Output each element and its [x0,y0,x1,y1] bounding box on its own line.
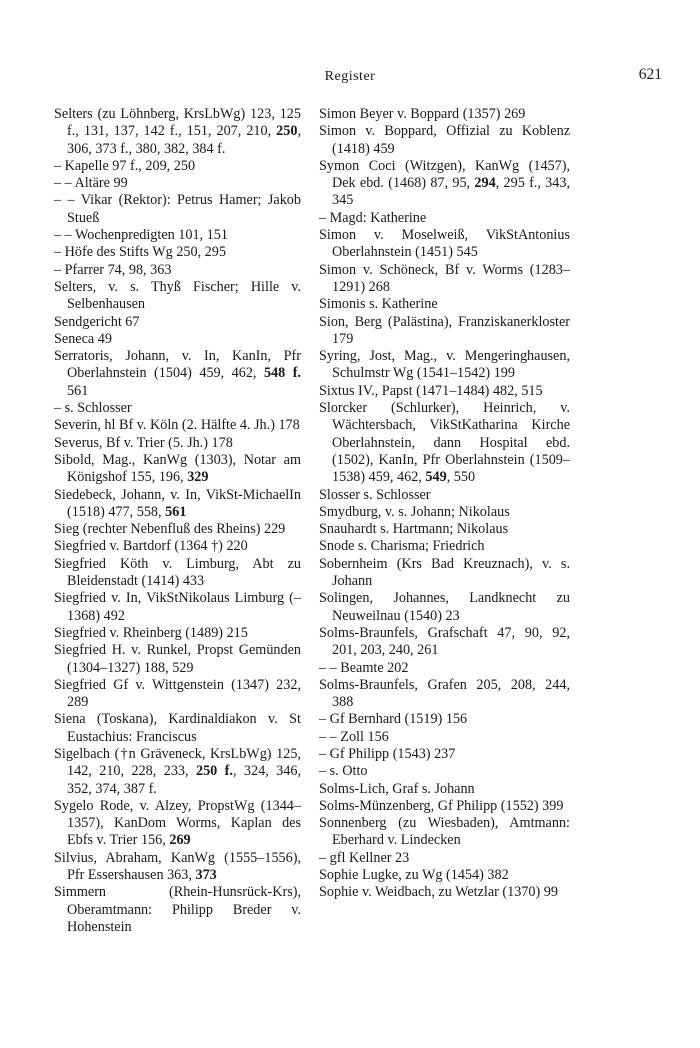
index-entry: Slosser s. Schlosser [319,486,431,503]
index-entry: Snauhardt s. Hartmann; Nikolaus [319,521,509,538]
index-entry: Severus, Bf v. Trier (5. Jh.) 178 [54,434,233,451]
index-entry: – – Vikar (Rektor): Petrus Hamer; Jakob Stueß [54,192,301,226]
index-entry: Symon Coci (Witzgen), KanWg (1457), Dek ebd. (1468) 87, 95, 294, 295 f., 343, 345 [319,157,570,209]
index-entry: Siegfried H. v. Runkel, Propst Gemünden (1304–1327) 188, 529 [54,642,301,676]
index-entry: – Gf Philipp (1543) 237 [319,745,456,762]
index-entry: Seneca 49 [54,330,112,347]
index-entry: – gfl Kellner 23 [319,849,410,866]
index-entry: Syring, Jost, Mag., v. Mengeringhausen, Schulmstr Wg (1541–1542) 199 [319,348,570,382]
index-entry: Sygelo Rode, v. Alzey, PropstWg (1344–1357), KanDom Worms, Kaplan des Ebfs v. Trier 156, 269 [54,797,301,849]
index-entry: Sophie v. Weidbach, zu Wetzlar (1370) 99 [319,884,558,901]
index-entry: Simmern (Rhein-Hunsrück-Krs), Oberamtmann: Philipp Breder v. Hohenstein [54,884,301,935]
index-entry: Silvius, Abraham, KanWg (1555–1556), Pfr Essershausen 363, 373 [54,849,301,884]
index-entry: Siegfried v. In, VikStNikolaus Limburg (–1368) 492 [54,590,301,624]
index-entry: Siedebeck, Johann, v. In, VikSt-MichaelIn (1518) 477, 558, 561 [54,486,301,520]
page-number: 621 [638,66,662,83]
index-entry: Severin, hl Bf v. Köln (2. Hälfte 4. Jh.) 178 [54,417,300,434]
index-entry: – s. Otto [319,763,368,780]
index-entry: Sendgericht 67 [54,313,140,330]
index-entry: Solms-Braunfels, Grafschaft 47, 90, 92, 201, 203, 240, 261 [319,624,570,659]
index-entry: – – Altäre 99 [54,175,128,192]
index-entry: – – Wochenpredigten 101, 151 [54,227,228,244]
index-entry: Siegfried v. Rheinberg (1489) 215 [54,624,248,641]
index-entry: Sophie Lugke, zu Wg (1454) 382 [319,867,509,884]
index-entry: Sieg (rechter Nebenfluß des Rheins) 229 [54,521,286,538]
index-entry: Slorcker (Schlurker), Heinrich, v. Wächtersbach, VikStKatharina Kirche Oberlahnstein, dann Hospital ebd. (1502), KanIn, Pfr Oberlahnstein (1509–1538) 459, 462, 549, 550 [319,400,570,486]
index-entry: Simon v. Moselweiß, VikStAntonius Oberlahnstein (1451) 545 [319,227,570,261]
index-entry: – Kapelle 97 f., 209, 250 [54,157,196,174]
index-entry: Selters, v. s. Thyß Fischer; Hille v. Selbenhausen [54,278,301,313]
index-entry: – Gf Bernhard (1519) 156 [319,711,468,728]
index-entry: – – Beamte 202 [319,659,409,676]
index-entry: Snode s. Charisma; Friedrich [319,538,485,555]
index-entry: Siegfried Köth v. Limburg, Abt zu Bleidenstadt (1414) 433 [54,555,301,590]
index-entry: – Höfe des Stifts Wg 250, 295 [54,244,226,261]
index-entry: Siegfried v. Bartdorf (1364 †) 220 [54,538,248,555]
index-entry: Sonnenberg (zu Wiesbaden), Amtmann: Eberhard v. Lindecken [319,815,570,849]
index-entry: Sobernheim (Krs Bad Kreuznach), v. s. Johann [319,555,570,590]
index-entry: Solms-Münzenberg, Gf Philipp (1552) 399 [319,797,564,814]
index-column-left [54,106,301,936]
index-entry: – Magd: Katherine [319,209,427,226]
index-entry: Smydburg, v. s. Johann; Nikolaus [319,503,510,520]
index-entry: – s. Schlosser [54,400,132,417]
index-entry: Simon Beyer v. Boppard (1357) 269 [319,106,526,122]
index-entry: Solms-Lich, Graf s. Johann [319,780,475,797]
index-entry: – Pfarrer 74, 98, 363 [54,261,172,278]
index-entry: Solingen, Johannes, Landknecht zu Neuweilnau (1540) 23 [319,590,570,624]
index-entry: Selters (zu Löhnberg, KrsLbWg) 123, 125 f., 131, 137, 142 f., 151, 207, 210, 250, 306, 373 f., 380, 382, 384 f. [54,106,301,157]
index-entry: Siegfried Gf v. Wittgenstein (1347) 232, 289 [54,676,301,711]
index-entry: – – Zoll 156 [319,728,389,745]
index-entry: Simonis s. Katherine [319,296,438,313]
index-column-right [319,106,570,902]
running-title: Register [324,69,376,84]
index-entry: Solms-Braunfels, Grafen 205, 208, 244, 388 [319,676,570,711]
index-entry: Siena (Toskana), Kardinaldiakon v. St Eustachius: Franciscus [54,711,301,745]
index-entry: Sigelbach (†n Gräveneck, KrsLbWg) 125, 142, 210, 228, 233, 250 f., 324, 346, 352, 374, 387 f. [54,745,302,797]
index-entry: Sixtus IV., Papst (1471–1484) 482, 515 [319,382,543,399]
index-entry: Serratoris, Johann, v. In, KanIn, Pfr Oberlahnstein (1504) 459, 462, 548 f. 561 [54,348,301,399]
index-entry: Sibold, Mag., KanWg (1303), Notar am Königshof 155, 196, 329 [54,451,301,486]
index-entry: Simon v. Boppard, Offizial zu Koblenz (1418) 459 [319,123,570,157]
index-entry: Sion, Berg (Palästina), Franziskanerkloster 179 [319,313,570,347]
index-entry: Simon v. Schöneck, Bf v. Worms (1283–1291) 268 [319,261,570,295]
